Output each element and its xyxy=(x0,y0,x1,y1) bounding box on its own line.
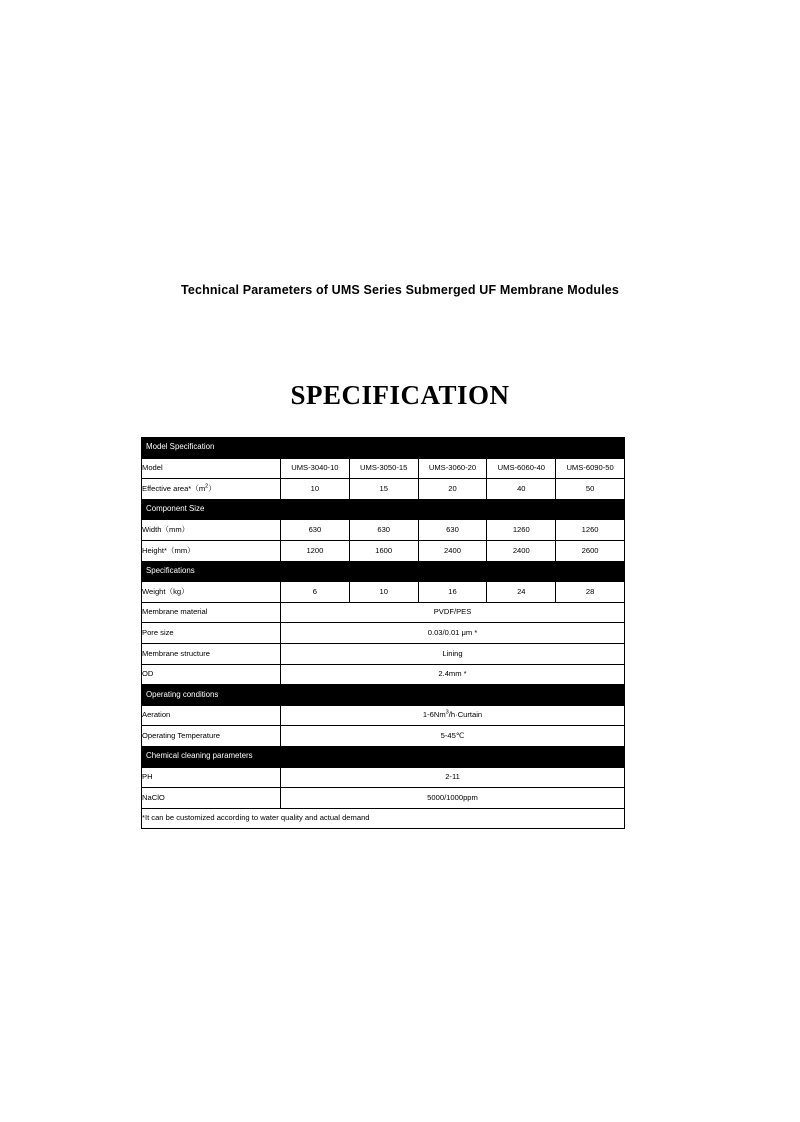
weight-text: Weight xyxy=(142,586,166,596)
cell-weight-4: 24 xyxy=(487,582,556,603)
cell-effective-area-2: 15 xyxy=(349,479,418,500)
height-unit: （mm） xyxy=(166,545,195,555)
section-label-model-specification: Model Specification xyxy=(142,438,625,459)
row-label-height xyxy=(142,540,281,561)
row-label-naclo: NaClO xyxy=(142,788,281,809)
row-label-width xyxy=(142,520,281,541)
cell-effective-area-5: 50 xyxy=(556,479,625,500)
row-label-weight xyxy=(142,582,281,603)
cell-height-1: 1200 xyxy=(281,540,350,561)
cell-height-4: 2400 xyxy=(487,540,556,561)
row-label-membrane-material: Membrane material xyxy=(142,602,281,623)
cell-effective-area-1: 10 xyxy=(281,479,350,500)
table-row xyxy=(142,705,625,726)
table-section-header xyxy=(142,438,625,459)
weight-unit: （kg） xyxy=(165,586,189,596)
table-row xyxy=(142,767,625,788)
cell-model-4: UMS-6060-40 xyxy=(487,458,556,479)
table-row xyxy=(142,582,625,603)
row-label-model: Model xyxy=(142,458,281,479)
table-row xyxy=(142,788,625,809)
cell-weight-3: 16 xyxy=(418,582,487,603)
cell-aeration xyxy=(281,705,625,726)
section-label-chemical-cleaning: Chemical cleaning parameters xyxy=(142,746,625,767)
cell-width-1: 630 xyxy=(281,520,350,541)
section-label-operating-conditions: Operating conditions xyxy=(142,685,625,706)
cell-model-5: UMS-6090-50 xyxy=(556,458,625,479)
cell-operating-temperature: 5-45℃ xyxy=(281,726,625,747)
cell-model-1: UMS-3040-10 xyxy=(281,458,350,479)
aeration-value-post: /h·Curtain xyxy=(448,710,483,720)
cell-effective-area-4: 40 xyxy=(487,479,556,500)
row-label-membrane-structure: Membrane structure xyxy=(142,643,281,664)
width-unit: （mm） xyxy=(161,525,190,534)
table-row xyxy=(142,623,625,644)
effective-area-unit-sup: 2 xyxy=(205,483,209,490)
table-row xyxy=(142,726,625,747)
specification-table-container xyxy=(141,437,624,829)
row-label-od: OD xyxy=(142,664,281,685)
row-label-effective-area xyxy=(142,479,281,500)
table-row xyxy=(142,520,625,541)
cell-model-2: UMS-3050-15 xyxy=(349,458,418,479)
table-section-header xyxy=(142,685,625,706)
specification-heading: SPECIFICATION xyxy=(290,380,510,410)
cell-effective-area-3: 20 xyxy=(418,479,487,500)
table-row xyxy=(142,664,625,685)
aeration-value-sup: 3 xyxy=(445,709,449,716)
cell-naclo: 5000/1000ppm xyxy=(281,788,625,809)
table-footnote: *It can be customized according to water quality and actual demand xyxy=(142,808,625,829)
cell-width-2: 630 xyxy=(349,520,418,541)
cell-height-3: 2400 xyxy=(418,540,487,561)
row-label-ph: PH xyxy=(142,767,281,788)
cell-weight-5: 28 xyxy=(556,582,625,603)
height-text: Height* xyxy=(142,545,167,555)
table-section-header xyxy=(142,499,625,520)
row-label-operating-temperature: Operating Temperature xyxy=(142,726,281,747)
aeration-value-pre: 1-6Nm xyxy=(422,710,446,720)
table-row xyxy=(142,643,625,664)
width-text: Width xyxy=(142,525,162,534)
table-section-header xyxy=(142,746,625,767)
section-label-specifications: Specifications xyxy=(142,561,625,582)
section-label-component-size: Component Size xyxy=(142,499,625,520)
cell-width-4: 1260 xyxy=(487,520,556,541)
table-row xyxy=(142,540,625,561)
cell-weight-1: 6 xyxy=(281,582,350,603)
table-row xyxy=(142,479,625,500)
cell-model-3: UMS-3060-20 xyxy=(418,458,487,479)
cell-membrane-structure: Lining xyxy=(281,643,625,664)
cell-height-5: 2600 xyxy=(556,540,625,561)
table-row xyxy=(142,602,625,623)
effective-area-unit-pre: （m xyxy=(191,483,206,493)
page-title: Technical Parameters of UMS Series Submerged UF Membrane Modules xyxy=(181,283,619,297)
cell-ph: 2-11 xyxy=(281,767,625,788)
cell-height-2: 1600 xyxy=(349,540,418,561)
effective-area-unit-post: ） xyxy=(208,483,216,493)
effective-area-text: Effective area* xyxy=(142,483,192,493)
table-footnote-row xyxy=(142,808,625,829)
row-label-aeration: Aeration xyxy=(142,705,281,726)
specification-table xyxy=(141,437,625,829)
table-row xyxy=(142,458,625,479)
row-label-pore-size: Pore size xyxy=(142,623,281,644)
table-section-header xyxy=(142,561,625,582)
cell-membrane-material: PVDF/PES xyxy=(281,602,625,623)
cell-od: 2.4mm * xyxy=(281,664,625,685)
cell-width-3: 630 xyxy=(418,520,487,541)
cell-pore-size: 0.03/0.01 μm * xyxy=(281,623,625,644)
cell-width-5: 1260 xyxy=(556,520,625,541)
cell-weight-2: 10 xyxy=(349,582,418,603)
